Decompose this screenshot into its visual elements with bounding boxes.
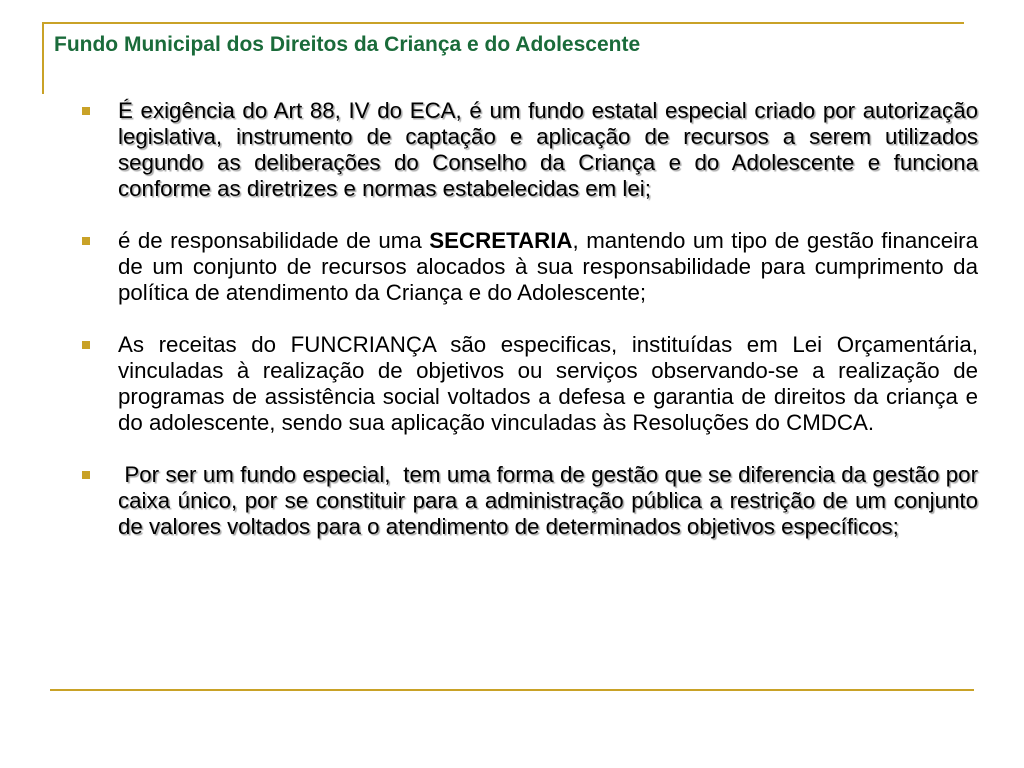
square-bullet-icon	[82, 237, 90, 245]
bullet-list	[80, 98, 985, 540]
bullet-text-secretaria-before: é de responsabilidade de uma	[118, 228, 430, 253]
bullet-item-receitas	[80, 332, 978, 436]
square-bullet-icon	[82, 107, 90, 115]
bullet-item-secretaria	[80, 228, 978, 306]
square-bullet-icon	[82, 341, 90, 349]
bullet-text-fundo-especial: Por ser um fundo especial, tem uma forma de gestão que se diferencia da gestão por caixa único, por se constituir para a administração pública a restrição de um conjunto de valores voltados para o atendimento de determinados objetivos específicos;	[118, 462, 985, 539]
bullet-text-receitas: As receitas do FUNCRIANÇA são especificas, instituídas em Lei Orçamentária, vinculadas à realização de objetivos ou serviços observando-se a realização de programas de assistência social voltados a defesa e garantia de direitos da criança e do adolescente, sendo sua aplicação vinculadas às Resoluções do CMDCA.	[118, 332, 978, 435]
bullet-text-secretaria-after: , mantendo um tipo de gestão financeira de um conjunto de recursos alocados à sua responsabilidade para cumprimento da política de atendimento da Criança e do Adolescente;	[118, 228, 978, 305]
left-accent-rule	[42, 22, 44, 94]
bullet-item-eca	[80, 98, 978, 202]
slide-title: Fundo Municipal dos Direitos da Criança e do Adolescente	[54, 33, 641, 56]
bullet-text-secretaria-emphasis: SECRETARIA	[429, 228, 573, 253]
bullet-text-eca: É exigência do Art 88, IV do ECA, é um fundo estatal especial criado por autorização legislativa, instrumento de captação e aplicação de recursos a serem utilizados segundo as deliberações do Conselho da Criança e do Adolescente e funciona conforme as diretrizes e normas estabelecidas em lei;	[118, 98, 978, 201]
square-bullet-icon	[82, 471, 90, 479]
bullet-item-fundo-especial	[80, 462, 985, 540]
top-accent-rule	[42, 22, 964, 24]
bottom-accent-rule	[50, 689, 974, 691]
